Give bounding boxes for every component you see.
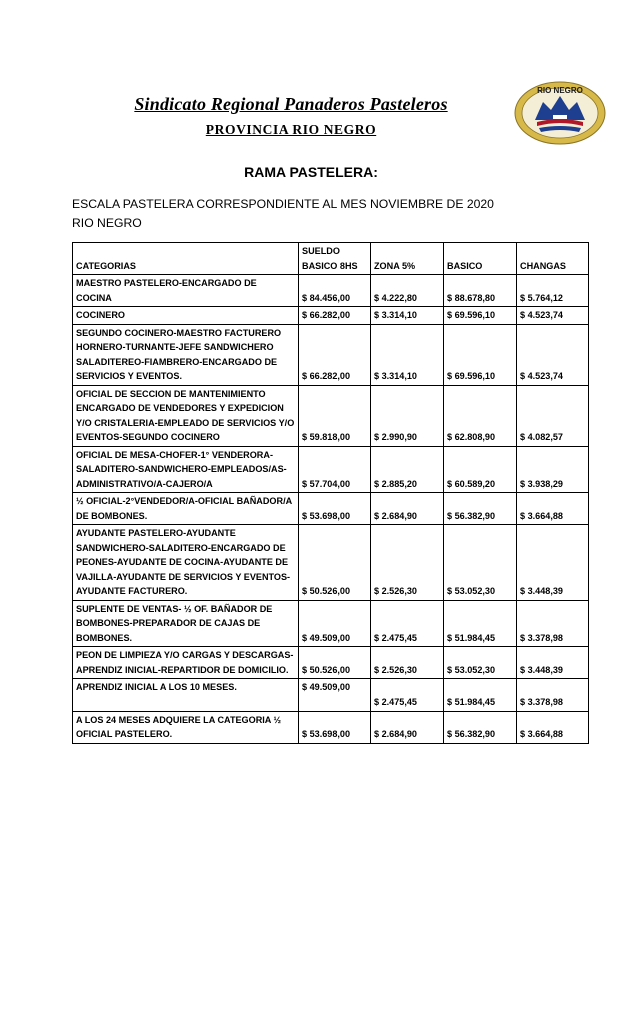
basico-cell: $ 53.052,30: [444, 647, 517, 679]
table-row: [73, 446, 589, 493]
zona-cell: $ 3.314,10: [371, 307, 444, 325]
zona-cell: $ 2.684,90: [371, 493, 444, 525]
category-cell: OFICIAL DE SECCION DE MANTENIMIENTO ENCARGADO DE VENDEDORES Y EXPEDICION Y/O CRISTALERIA-EMPLEADO DE SERVICIOS Y/O EVENTOS-SEGUNDO COCINERO: [73, 385, 299, 446]
basico-cell: $ 56.382,90: [444, 711, 517, 743]
sueldo-cell: $ 84.456,00: [299, 275, 371, 307]
rio-negro-emblem-icon: [513, 80, 607, 146]
union-title: Sindicato Regional Panaderos Pasteleros: [134, 94, 448, 114]
table-row: [73, 275, 589, 307]
table-row: [73, 307, 589, 325]
category-cell: COCINERO: [73, 307, 299, 325]
zona-cell: $ 2.990,90: [371, 385, 444, 446]
sueldo-cell: $ 50.526,00: [299, 525, 371, 601]
table-row: [73, 493, 589, 525]
zona-cell: $ 2.684,90: [371, 711, 444, 743]
category-cell: PEON DE LIMPIEZA Y/O CARGAS Y DESCARGAS-APRENDIZ INICIAL-REPARTIDOR DE DOMICILIO.: [73, 647, 299, 679]
changas-cell: $ 5.764,12: [517, 275, 589, 307]
basico-cell: $ 53.052,30: [444, 525, 517, 601]
sueldo-cell: $ 50.526,00: [299, 647, 371, 679]
category-cell: APRENDIZ INICIAL A LOS 10 MESES.: [73, 679, 299, 712]
header-zona: ZONA 5%: [371, 243, 444, 275]
header-categorias: CATEGORIAS: [73, 243, 299, 275]
zona-cell: $ 3.314,10: [371, 324, 444, 385]
zona-cell: $ 2.526,30: [371, 525, 444, 601]
category-cell: A LOS 24 MESES ADQUIERE LA CATEGORIA ½ OFICIAL PASTELERO.: [73, 711, 299, 743]
header-changas: CHANGAS: [517, 243, 589, 275]
basico-cell: $ 60.589,20: [444, 446, 517, 493]
sueldo-cell: $ 57.704,00: [299, 446, 371, 493]
category-cell: OFICIAL DE MESA-CHOFER-1° VENDERORA-SALADITERO-SANDWICHERO-EMPLEADOS/AS-ADMINISTRATIVO/A-CAJERO/A: [73, 446, 299, 493]
basico-cell: $ 51.984,45: [444, 679, 517, 712]
table-row: [73, 525, 589, 601]
sueldo-cell: $ 66.282,00: [299, 324, 371, 385]
changas-cell: $ 4.082,57: [517, 385, 589, 446]
table-row: [73, 385, 589, 446]
category-cell: SUPLENTE DE VENTAS- ½ OF. BAÑADOR DE BOMBONES-PREPARADOR DE CAJAS DE BOMBONES.: [73, 600, 299, 647]
sueldo-cell: $ 53.698,00: [299, 493, 371, 525]
header-sueldo-basico: SUELDO BASICO 8HS: [299, 243, 371, 275]
changas-cell: $ 3.448,39: [517, 647, 589, 679]
sueldo-cell: $ 53.698,00: [299, 711, 371, 743]
changas-cell: $ 4.523,74: [517, 307, 589, 325]
branch-title: RAMA PASTELERA:: [244, 164, 378, 180]
basico-cell: $ 69.596,10: [444, 324, 517, 385]
changas-cell: $ 3.664,88: [517, 711, 589, 743]
sueldo-cell: $ 49.509,00: [299, 600, 371, 647]
basico-cell: $ 69.596,10: [444, 307, 517, 325]
changas-cell: $ 3.378,98: [517, 600, 589, 647]
header-basico: BASICO: [444, 243, 517, 275]
zona-cell: $ 2.885,20: [371, 446, 444, 493]
table-header-row: [73, 243, 589, 275]
changas-cell: $ 3.448,39: [517, 525, 589, 601]
sueldo-cell: $ 49.509,00: [299, 679, 371, 712]
zona-cell: $ 2.475,45: [371, 600, 444, 647]
zona-cell: $ 2.475,45: [371, 679, 444, 712]
table-row: [73, 679, 589, 712]
changas-cell: $ 3.664,88: [517, 493, 589, 525]
basico-cell: $ 56.382,90: [444, 493, 517, 525]
table-row: [73, 600, 589, 647]
basico-cell: $ 51.984,45: [444, 600, 517, 647]
changas-cell: $ 3.378,98: [517, 679, 589, 712]
table-row: [73, 647, 589, 679]
table-row: [73, 324, 589, 385]
sueldo-cell: $ 66.282,00: [299, 307, 371, 325]
zona-cell: $ 2.526,30: [371, 647, 444, 679]
category-cell: MAESTRO PASTELERO-ENCARGADO DE COCINA: [73, 275, 299, 307]
changas-cell: $ 3.938,29: [517, 446, 589, 493]
logo-text: RIO NEGRO: [537, 86, 583, 95]
table-row: [73, 711, 589, 743]
changas-cell: $ 4.523,74: [517, 324, 589, 385]
category-cell: SEGUNDO COCINERO-MAESTRO FACTURERO HORNERO-TURNANTE-JEFE SANDWICHERO SALADITEREO-FIAMBRERO-ENCARGADO DE SERVICIOS Y EVENTOS.: [73, 324, 299, 385]
scale-title: ESCALA PASTELERA CORRESPONDIENTE AL MES NOVIEMBRE DE 2020 RIO NEGRO: [72, 197, 494, 230]
basico-cell: $ 88.678,80: [444, 275, 517, 307]
zona-cell: $ 4.222,80: [371, 275, 444, 307]
province-title: PROVINCIA RIO NEGRO: [205, 122, 377, 137]
category-cell: ½ OFICIAL-2°VENDEDOR/A-OFICIAL BAÑADOR/A DE BOMBONES.: [73, 493, 299, 525]
sueldo-cell: $ 59.818,00: [299, 385, 371, 446]
wage-scale-table: [72, 242, 589, 744]
basico-cell: $ 62.808,90: [444, 385, 517, 446]
category-cell: AYUDANTE PASTELERO-AYUDANTE SANDWICHERO-SALADITERO-ENCARGADO DE PEONES-AYUDANTE DE COCINA-AYUDANTE DE VAJILLA-AYUDANTE DE SERVICIOS Y EVENTOS-AYUDANTE FACTURERO.: [73, 525, 299, 601]
